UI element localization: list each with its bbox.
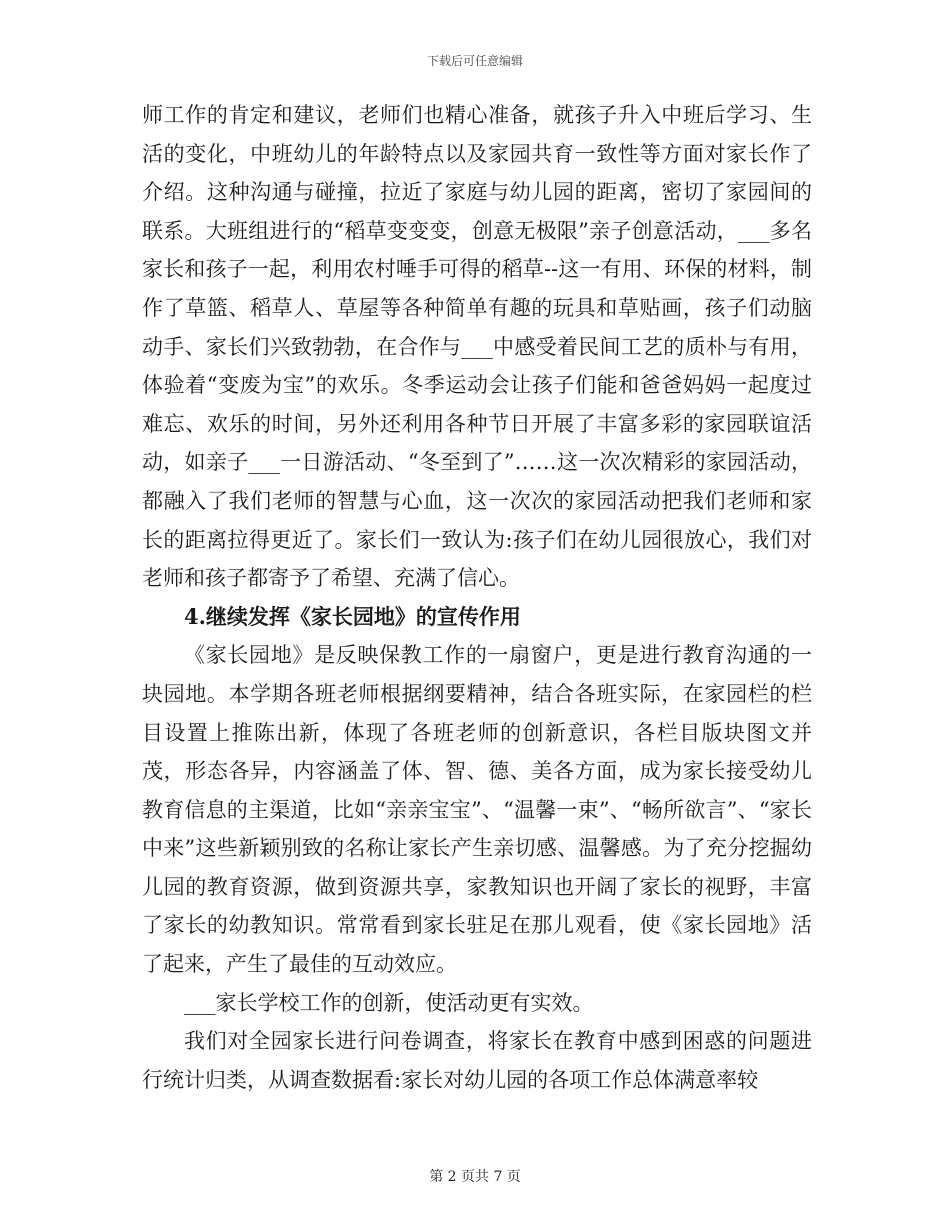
paragraph-survey: 我们对全园家长进行问卷调查，将家长在教育中感到困惑的问题进行统计归类，从调查数据看:家长对幼儿园的各项工作总体满意率较	[142, 1029, 812, 1092]
paragraph-family-activities: 师工作的肯定和建议，老师们也精心准备，就孩子升入中班后学习、生活的变化，中班幼儿的年龄特点以及家园共育一致性等方面对家长作了介绍。这种沟通与碰撞，拉近了家庭与幼儿园的距离，密切了家园间的联系。大班组进行的“稻草变变变，创意无极限”亲子创意活动，___多名家长和孩子一起，利用农村唾手可得的稻草--这一有用、环保的材料，制作了草篮、稻草人、草屋等各种简单有趣的玩具和草贴画，孩子们动脑动手、家长们兴致勃勃，在合作与___中感受着民间工艺的质朴与有用，体验着“变废为宝”的欢乐。冬季运动会让孩子们能和爸爸妈妈一起度过难忘、欢乐的时间，另外还利用各种节日开展了丰富多彩的家园联谊活动，如亲子___一日游活动、“冬至到了”……这一次次精彩的家园活动，都融入了我们老师的智慧与心血，这一次次的家园活动把我们老师和家长的距离拉得更近了。家长们一致认为:孩子们在幼儿园很放心，我们对老师和孩子都寄予了希望、充满了信心。	[142, 103, 812, 591]
section-heading-parent-garden: 4.继续发挥《家长园地》的宣传作用	[184, 603, 521, 629]
page-number: 第 2 页共 7 页	[429, 1169, 521, 1185]
paragraph-parent-garden: 《家长园地》是反映保教工作的一扇窗户，更是进行教育沟通的一块园地。本学期各班老师根据纲要精神，结合各班实际，在家园栏的栏目设置上推陈出新，体现了各班老师的创新意识，各栏目版块图文并茂，形态各异，内容涵盖了体、智、德、美各方面，成为家长接受幼儿教育信息的主渠道，比如“亲亲宝宝”、“温馨一束”、“畅所欲言”、“家长中来”这些新颖别致的名称让家长产生亲切感、温馨感。为了充分挖掘幼儿园的教育资源，做到资源共享，家教知识也开阔了家长的视野，丰富了家长的幼教知识。常常看到家长驻足在那儿观看，使《家长园地》活了起来，产生了最佳的互动效应。	[142, 643, 812, 977]
document-body	[142, 96, 812, 1099]
paragraph-parent-school: ___家长学校工作的创新，使活动更有实效。	[184, 990, 594, 1015]
page-header: 下载后可任意编辑	[426, 54, 523, 68]
